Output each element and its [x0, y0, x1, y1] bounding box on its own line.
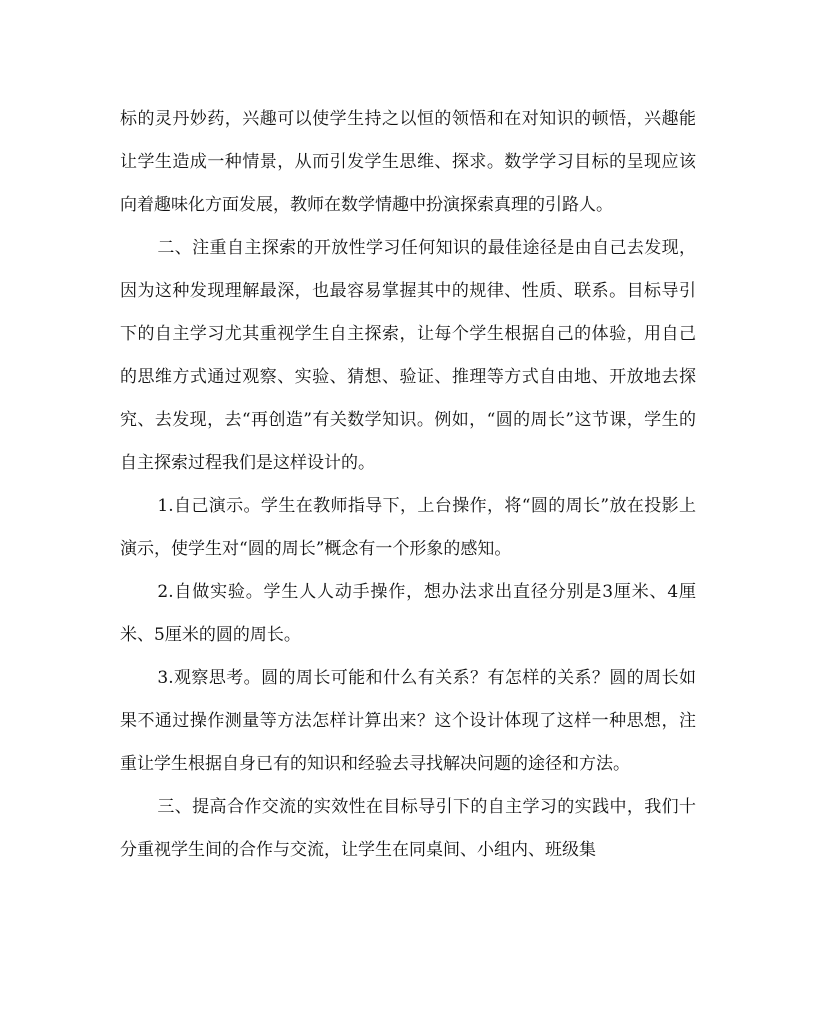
document-body — [120, 98, 696, 872]
paragraph-continuation: 标的灵丹妙药，兴趣可以使学生持之以恒的领悟和在对知识的顿悟，兴趣能让学生造成一种情景，从而引发学生思维、探求。数学学习目标的呈现应该向着趣味化方面发展，教师在数学情趣中扮演探索真理的引路人。 — [120, 109, 696, 215]
paragraph-section-two: 二、注重自主探索的开放性学习任何知识的最佳途径是由自己去发现，因为这种发现理解最深，也最容易掌握其中的规律、性质、联系。目标导引下的自主学习尤其重视学生自主探索，让每个学生根据自己的体验，用自己的思维方式通过观察、实验、猜想、验证、推理等方式自由地、开放地去探究、去发现，去“再创造”有关数学知识。例如，“圆的周长”这节课，学生的自主探索过程我们是这样设计的。 — [120, 238, 696, 473]
paragraph-section-three: 三、提高合作交流的实效性在目标导引下的自主学习的实践中，我们十分重视学生间的合作与交流，让学生在同桌间、小组内、班级集 — [120, 797, 696, 860]
paragraph-step-three: 3.观察思考。圆的周长可能和什么有关系？有怎样的关系？圆的周长如果不通过操作测量等方法怎样计算出来？这个设计体现了这样一种思想，注重让学生根据自身已有的知识和经验去寻找解决问题的途径和方法。 — [120, 668, 696, 774]
paragraph-step-two: 2.自做实验。学生人人动手操作，想办法求出直径分别是3厘米、4厘米、5厘米的圆的周长。 — [120, 582, 696, 645]
paragraph-step-one: 1.自己演示。学生在教师指导下，上台操作，将“圆的周长”放在投影上演示，使学生对“圆的周长”概念有一个形象的感知。 — [120, 496, 696, 559]
